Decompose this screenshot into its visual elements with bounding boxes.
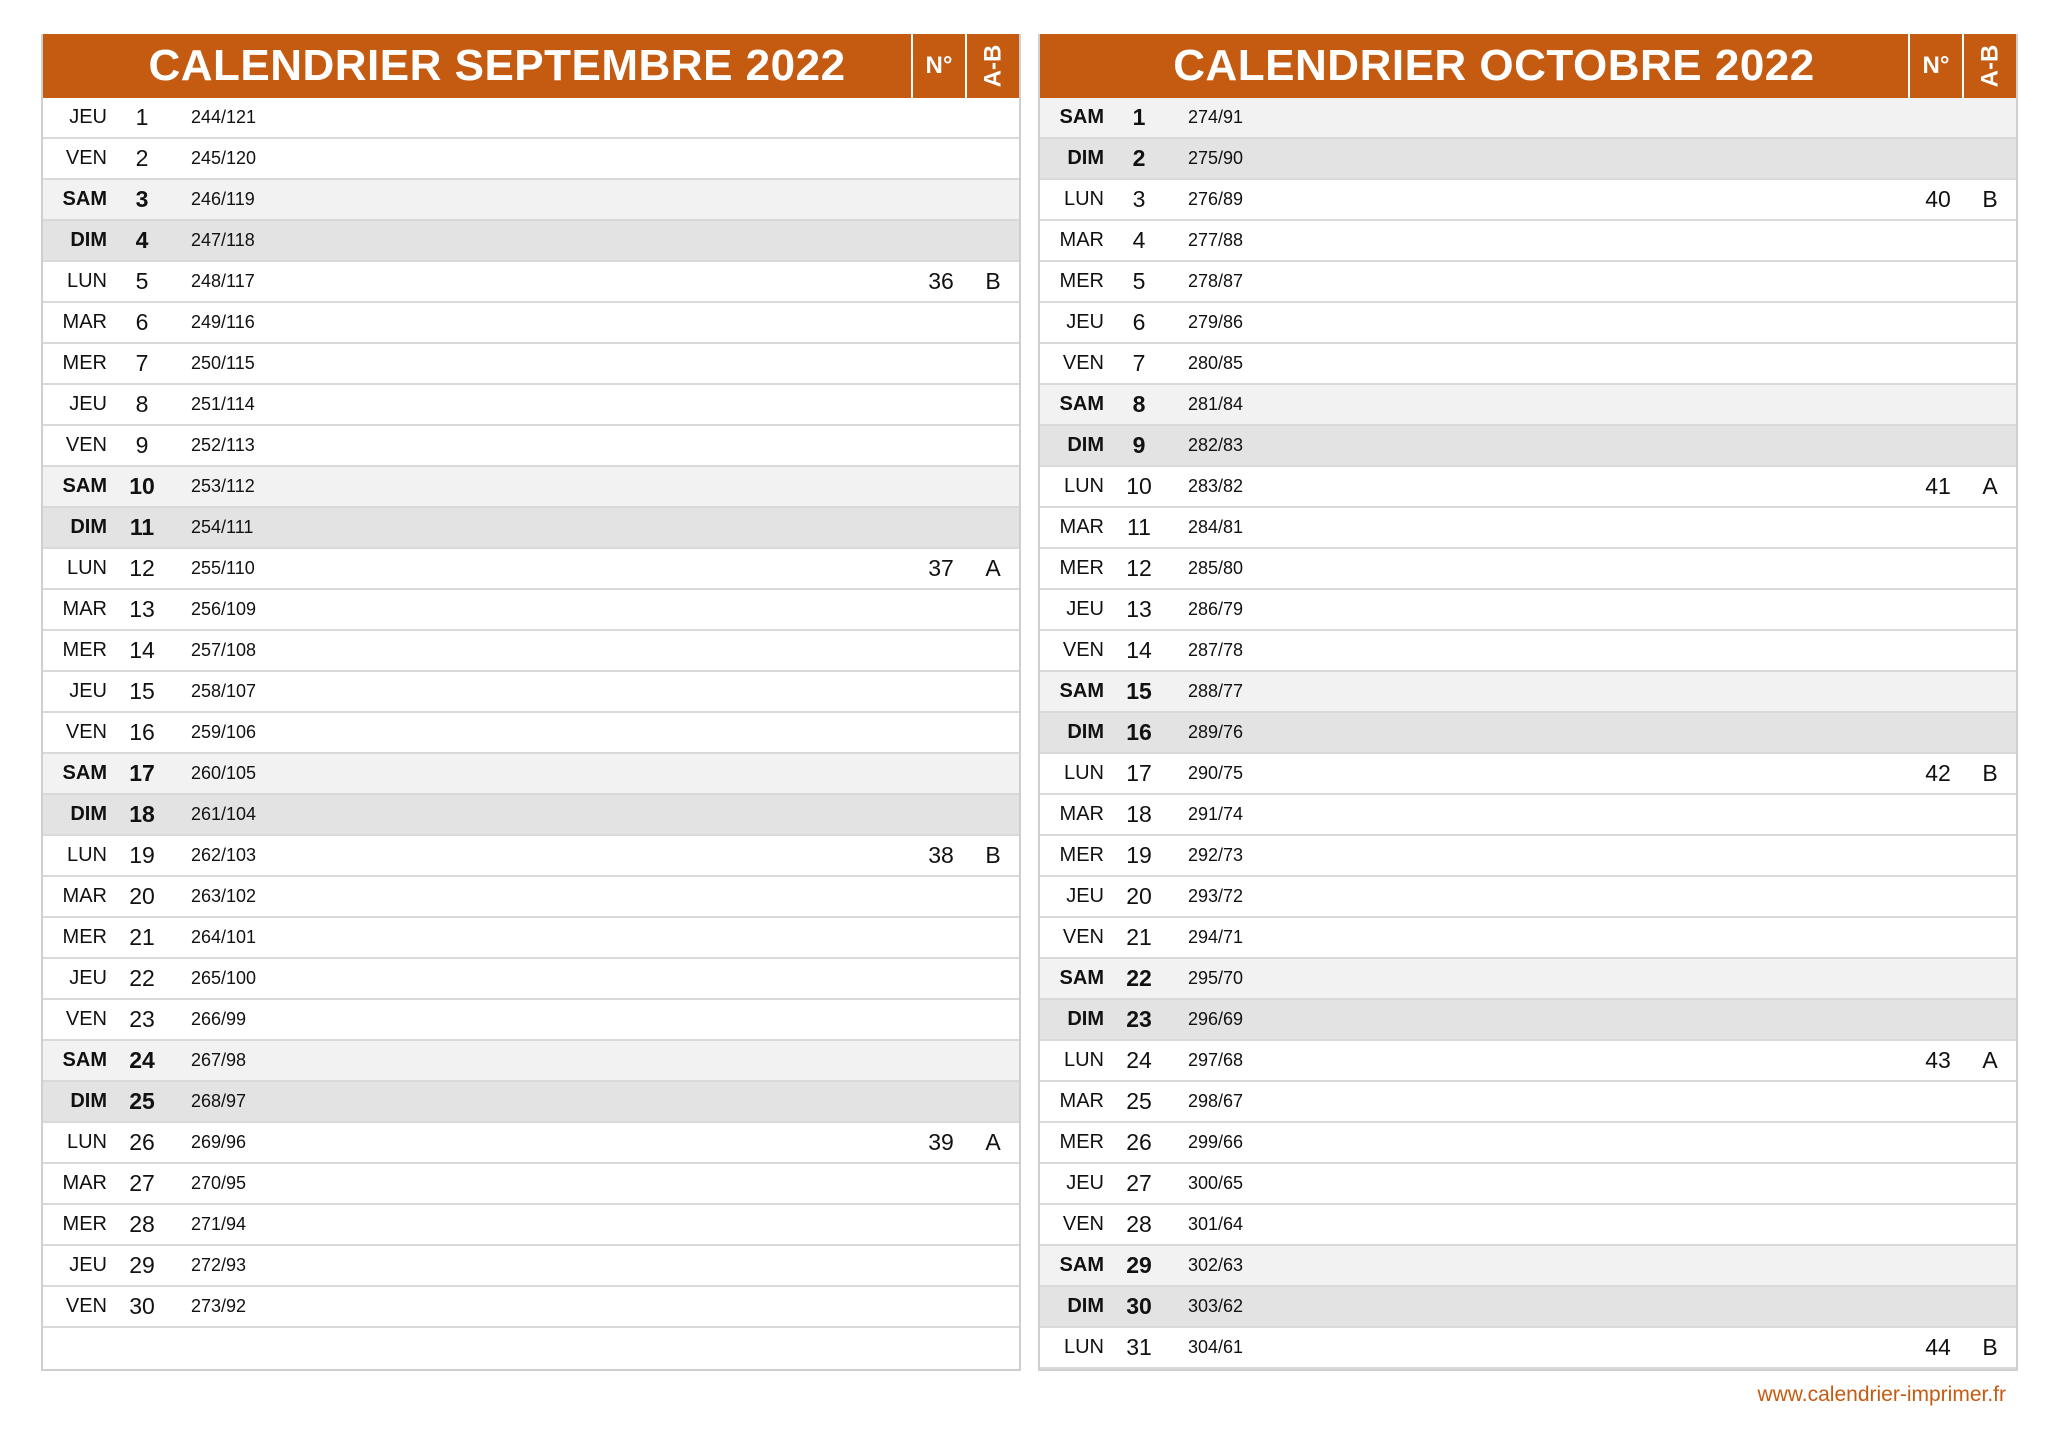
day-of-year: 283/82 [1188,476,1244,496]
day-number: 27 [129,1170,155,1196]
day-name: JEU [69,680,107,702]
day-name: MAR [1059,229,1104,251]
day-name: MER [1059,844,1104,866]
week-number-header: N° [1908,34,1962,98]
day-name: MAR [62,885,107,907]
day-row [1040,1246,2016,1287]
day-name: SAM [1059,1254,1104,1276]
day-row [43,918,1019,959]
day-row [43,1246,1019,1287]
day-number: 3 [1132,186,1146,212]
day-number: 16 [1126,719,1152,745]
day-number: 10 [129,473,155,499]
day-number: 25 [1126,1088,1152,1114]
day-row [1040,139,2016,180]
day-row [43,1328,1019,1367]
ab-week: A [1982,1047,1998,1073]
day-of-year: 300/65 [1188,1173,1244,1193]
day-of-year: 247/118 [191,230,255,250]
day-number: 7 [135,350,149,376]
day-name: JEU [69,106,107,128]
day-of-year: 278/87 [1188,271,1244,291]
day-of-year: 294/71 [1188,927,1244,947]
day-number: 11 [129,514,155,540]
week-number: 37 [928,555,954,581]
day-of-year: 251/114 [191,394,255,414]
day-row [43,180,1019,221]
day-of-year: 272/93 [191,1255,247,1275]
day-of-year: 250/115 [191,353,255,373]
day-of-year: 304/61 [1188,1337,1244,1357]
day-number: 21 [129,924,155,950]
day-number: 27 [1126,1170,1152,1196]
week-number: 42 [1925,760,1951,786]
day-number: 15 [129,678,155,704]
day-row [43,98,1019,139]
day-of-year: 264/101 [191,927,257,947]
week-number: 38 [928,842,954,868]
day-rows [43,98,1019,1367]
day-row [1040,426,2016,467]
day-name: LUN [1063,188,1104,210]
day-of-year: 271/94 [191,1214,247,1234]
day-of-year: 260/105 [191,763,257,783]
day-of-year: 268/97 [191,1091,247,1111]
day-row [1040,508,2016,549]
day-of-year: 299/66 [1188,1132,1244,1152]
ab-week: A [985,1129,1001,1155]
day-name: LUN [66,557,107,579]
day-of-year: 303/62 [1188,1296,1244,1316]
october-calendar [1038,34,2018,1371]
day-row [1040,918,2016,959]
day-row [1040,1082,2016,1123]
day-name: LUN [66,1131,107,1153]
day-row [1040,467,2016,508]
day-row [43,713,1019,754]
day-row [1040,549,2016,590]
day-row [1040,221,2016,262]
day-number: 11 [1127,514,1151,540]
day-of-year: 274/91 [1188,107,1244,127]
day-name: MAR [1059,803,1104,825]
day-row [1040,1000,2016,1041]
day-row [43,1041,1019,1082]
day-of-year: 273/92 [191,1296,247,1316]
day-of-year: 269/96 [191,1132,247,1152]
day-name: VEN [65,434,107,456]
day-row [1040,1328,2016,1369]
day-row [1040,1041,2016,1082]
day-name: JEU [1066,885,1104,907]
day-of-year: 270/95 [191,1173,247,1193]
day-row [1040,1164,2016,1205]
day-number: 23 [129,1006,155,1032]
day-row [43,139,1019,180]
day-name: LUN [1063,1049,1104,1071]
day-row [43,467,1019,508]
day-of-year: 297/68 [1188,1050,1244,1070]
day-number: 30 [1126,1293,1152,1319]
day-row [1040,1287,2016,1328]
day-name: SAM [62,762,107,784]
day-of-year: 266/99 [191,1009,247,1029]
day-number: 18 [1126,801,1152,827]
day-of-year: 302/63 [1188,1255,1244,1275]
day-row [1040,1123,2016,1164]
day-of-year: 245/120 [191,148,257,168]
day-name: MAR [62,1172,107,1194]
day-name: LUN [1063,762,1104,784]
week-number: 40 [1925,186,1951,212]
day-name: SAM [1059,393,1104,415]
day-of-year: 286/79 [1188,599,1244,619]
day-row [1040,180,2016,221]
day-row [1040,836,2016,877]
day-name: VEN [65,1008,107,1030]
day-row [43,1164,1019,1205]
day-number: 26 [1126,1129,1152,1155]
day-row [43,795,1019,836]
day-of-year: 279/86 [1188,312,1244,332]
day-number: 2 [135,145,149,171]
day-row [1040,877,2016,918]
day-row [43,877,1019,918]
day-row [43,426,1019,467]
day-name: LUN [1063,1336,1104,1358]
day-number: 17 [1126,760,1152,786]
day-number: 31 [1126,1334,1152,1360]
day-number: 10 [1126,473,1152,499]
day-name: MER [1059,1131,1104,1153]
day-name: VEN [65,147,107,169]
day-row [1040,385,2016,426]
day-number: 6 [135,309,149,335]
day-name: JEU [1066,311,1104,333]
ab-week: B [1982,186,1998,212]
day-of-year: 281/84 [1188,394,1244,414]
day-of-year: 284/81 [1188,517,1244,537]
day-row [1040,672,2016,713]
day-of-year: 292/73 [1188,845,1244,865]
day-name: DIM [70,516,107,538]
day-name: LUN [66,844,107,866]
day-number: 22 [1126,965,1152,991]
day-of-year: 262/103 [191,845,257,865]
day-name: VEN [1062,352,1104,374]
day-row [43,1205,1019,1246]
day-name: MAR [62,598,107,620]
day-name: SAM [62,475,107,497]
day-number: 9 [1132,432,1146,458]
day-name: MER [62,352,107,374]
day-name: DIM [1067,147,1104,169]
day-name: MER [62,926,107,948]
day-of-year: 289/76 [1188,722,1244,742]
day-name: DIM [1067,1008,1104,1030]
day-of-year: 249/116 [191,312,255,332]
week-number-header: N° [911,34,965,98]
day-number: 20 [1126,883,1152,909]
day-row [43,959,1019,1000]
day-number: 19 [129,842,155,868]
day-number: 9 [135,432,149,458]
day-name: SAM [1059,680,1104,702]
day-row [43,1123,1019,1164]
day-row [1040,344,2016,385]
day-name: MER [62,1213,107,1235]
day-number: 28 [1126,1211,1152,1237]
ab-week: A [1982,473,1998,499]
day-name: DIM [1067,1295,1104,1317]
day-of-year: 295/70 [1188,968,1244,988]
day-name: MER [62,639,107,661]
day-number: 24 [1126,1047,1152,1073]
day-number: 8 [135,391,149,417]
day-number: 7 [1132,350,1146,376]
ab-week: B [985,268,1001,294]
day-row [43,631,1019,672]
day-number: 23 [1126,1006,1152,1032]
day-of-year: 296/69 [1188,1009,1244,1029]
day-number: 30 [129,1293,155,1319]
week-number: 41 [1925,473,1951,499]
day-of-year: 282/83 [1188,435,1244,455]
day-of-year: 255/110 [191,558,255,578]
day-name: JEU [69,1254,107,1276]
day-name: DIM [70,229,107,251]
day-name: JEU [1066,1172,1104,1194]
ab-week: B [985,842,1001,868]
day-name: VEN [65,1295,107,1317]
day-number: 13 [1126,596,1152,622]
day-of-year: 285/80 [1188,558,1244,578]
day-of-year: 301/64 [1188,1214,1244,1234]
day-row [43,344,1019,385]
day-of-year: 254/111 [191,517,254,537]
day-of-year: 246/119 [191,189,255,209]
day-number: 28 [129,1211,155,1237]
day-row [43,549,1019,590]
day-row [43,303,1019,344]
day-row [1040,959,2016,1000]
day-number: 5 [135,268,149,294]
day-number: 17 [129,760,155,786]
day-row [43,1000,1019,1041]
day-number: 14 [129,637,155,663]
day-row [43,754,1019,795]
day-number: 1 [135,104,149,130]
month-title: CALENDRIER OCTOBRE 2022 [1173,41,1815,90]
day-of-year: 248/117 [191,271,255,291]
ab-week: B [1982,1334,1998,1360]
day-number: 21 [1126,924,1152,950]
month-header [1040,34,2016,98]
day-name: MER [1059,557,1104,579]
day-number: 6 [1132,309,1146,335]
day-row [1040,713,2016,754]
day-name: JEU [1066,598,1104,620]
ab-week-header: A-B [965,34,1019,98]
day-of-year: 280/85 [1188,353,1244,373]
day-name: JEU [69,393,107,415]
day-name: VEN [65,721,107,743]
day-number: 19 [1126,842,1152,868]
day-row [43,1082,1019,1123]
day-number: 4 [1132,227,1146,253]
day-number: 14 [1126,637,1152,663]
day-name: DIM [1067,434,1104,456]
day-row [1040,631,2016,672]
day-row [43,590,1019,631]
month-title: CALENDRIER SEPTEMBRE 2022 [148,41,846,90]
day-of-year: 265/100 [191,968,257,988]
day-name: LUN [1063,475,1104,497]
day-number: 5 [1132,268,1146,294]
day-name: MAR [62,311,107,333]
day-of-year: 263/102 [191,886,257,906]
week-number: 36 [928,268,954,294]
day-number: 29 [129,1252,155,1278]
ab-week: A [985,555,1001,581]
day-of-year: 298/67 [1188,1091,1244,1111]
day-number: 12 [1126,555,1152,581]
day-of-year: 275/90 [1188,148,1244,168]
day-row [1040,754,2016,795]
day-number: 26 [129,1129,155,1155]
day-row [43,836,1019,877]
day-row [1040,590,2016,631]
day-name: MER [1059,270,1104,292]
day-name: SAM [62,188,107,210]
day-row [43,508,1019,549]
day-of-year: 291/74 [1188,804,1244,824]
day-name: MAR [1059,516,1104,538]
week-number: 44 [1925,1334,1951,1360]
day-name: SAM [62,1049,107,1071]
day-of-year: 252/113 [191,435,255,455]
day-of-year: 253/112 [191,476,255,496]
day-of-year: 288/77 [1188,681,1244,701]
day-number: 29 [1126,1252,1152,1278]
day-of-year: 267/98 [191,1050,247,1070]
day-row [43,1287,1019,1328]
day-name: DIM [70,1090,107,1112]
day-number: 20 [129,883,155,909]
day-row [1040,1205,2016,1246]
day-of-year: 258/107 [191,681,257,701]
day-of-year: 261/104 [191,804,257,824]
day-of-year: 293/72 [1188,886,1244,906]
ab-week-header: A-B [1962,34,2016,98]
day-name: SAM [1059,967,1104,989]
day-row [1040,303,2016,344]
day-row [43,221,1019,262]
day-row [1040,262,2016,303]
day-name: JEU [69,967,107,989]
day-row [43,262,1019,303]
september-calendar [41,34,1021,1371]
day-row [1040,98,2016,139]
day-of-year: 259/106 [191,722,257,742]
day-row [43,672,1019,713]
day-number: 25 [129,1088,155,1114]
day-number: 2 [1132,145,1146,171]
day-of-year: 244/121 [191,107,257,127]
day-name: VEN [1062,639,1104,661]
day-number: 8 [1132,391,1146,417]
day-number: 15 [1126,678,1152,704]
day-of-year: 256/109 [191,599,257,619]
day-name: SAM [1059,106,1104,128]
day-number: 13 [129,596,155,622]
day-number: 4 [135,227,149,253]
day-name: VEN [1062,1213,1104,1235]
week-number: 43 [1925,1047,1951,1073]
day-name: VEN [1062,926,1104,948]
day-rows [1040,98,2016,1369]
day-number: 1 [1132,104,1146,130]
day-name: LUN [66,270,107,292]
day-number: 12 [129,555,155,581]
day-name: DIM [70,803,107,825]
week-number: 39 [928,1129,954,1155]
ab-week: B [1982,760,1998,786]
day-number: 18 [129,801,155,827]
day-number: 24 [129,1047,155,1073]
website-url[interactable]: www.calendrier-imprimer.fr [1757,1383,2006,1406]
day-row [43,385,1019,426]
day-of-year: 290/75 [1188,763,1244,783]
day-of-year: 277/88 [1188,230,1244,250]
day-number: 22 [129,965,155,991]
day-of-year: 287/78 [1188,640,1244,660]
day-of-year: 257/108 [191,640,257,660]
day-number: 16 [129,719,155,745]
month-header [43,34,1019,98]
day-of-year: 276/89 [1188,189,1244,209]
day-number: 3 [135,186,149,212]
day-name: MAR [1059,1090,1104,1112]
day-name: DIM [1067,721,1104,743]
day-row [1040,795,2016,836]
